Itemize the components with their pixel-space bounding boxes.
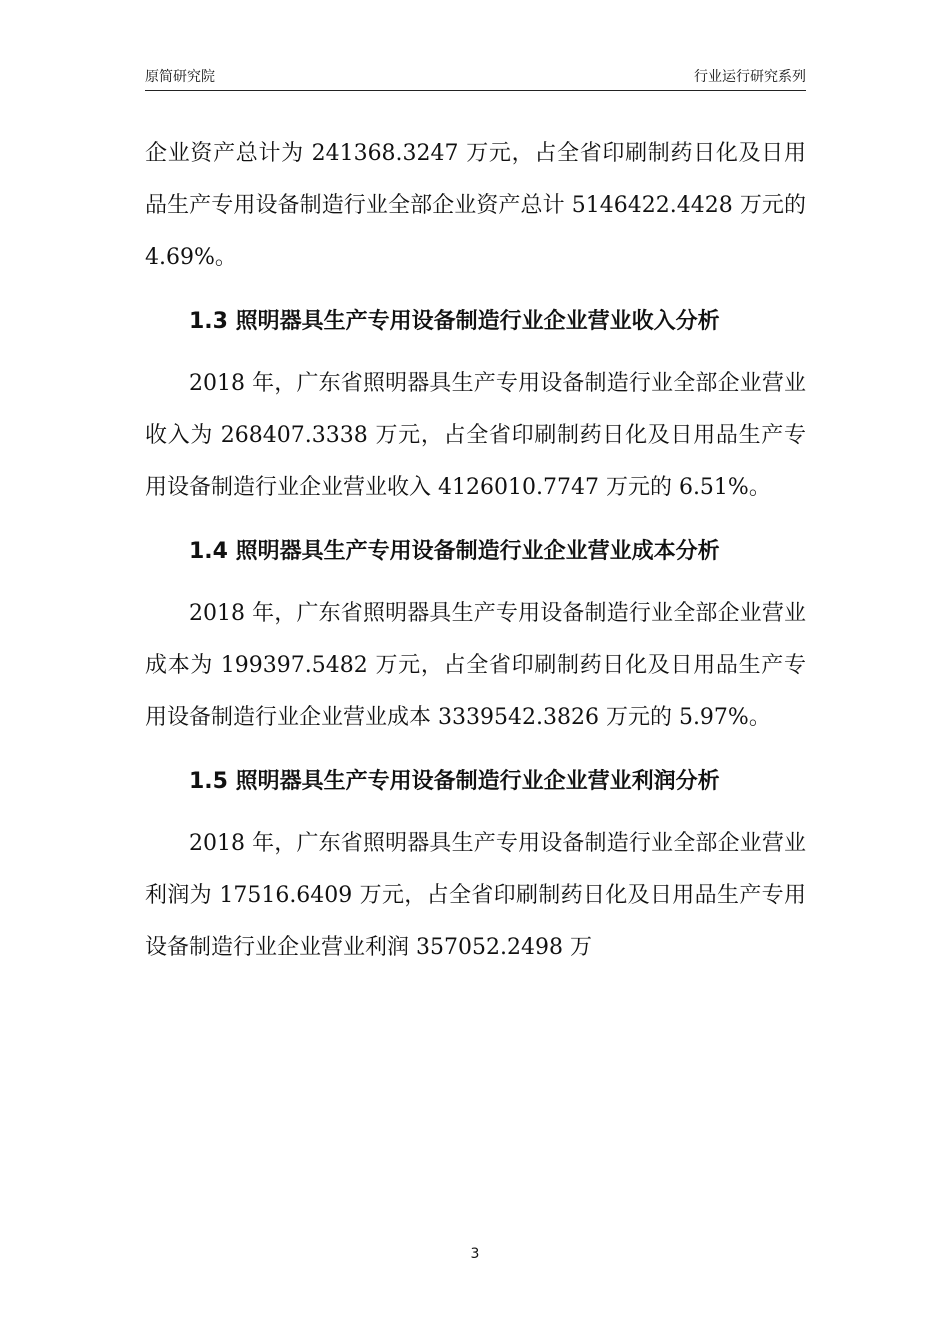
section-cost (145, 526, 806, 744)
section-revenue (145, 296, 806, 514)
section-heading: 1.5 照明器具生产专用设备制造行业企业营业利润分析 (189, 769, 720, 794)
header-series-title: 行业运行研究系列 (694, 69, 806, 85)
section-paragraph: 2018 年，广东省照明器具生产专用设备制造行业全部企业营业利润为 17516.6409 万元，占全省印刷制药日化及日用品生产专用设备制造行业企业营业利润 357052.2498 万 (145, 831, 806, 960)
intro-paragraph: 企业资产总计为 241368.3247 万元，占全省印刷制药日化及日用品生产专用设备制造行业全部企业资产总计 5146422.4428 万元的 4.69%。 (145, 141, 806, 270)
document-body (145, 128, 806, 986)
section-paragraph: 2018 年，广东省照明器具生产专用设备制造行业全部企业营业收入为 268407.3338 万元，占全省印刷制药日化及日用品生产专用设备制造行业企业营业收入 4126010.7747 万元的 6.51%。 (145, 371, 806, 500)
section-heading: 1.3 照明器具生产专用设备制造行业企业营业收入分析 (189, 309, 720, 334)
page-number: 3 (470, 1246, 480, 1262)
section-profit (145, 756, 806, 974)
section-heading: 1.4 照明器具生产专用设备制造行业企业营业成本分析 (189, 539, 720, 564)
page-header (145, 62, 806, 91)
section-paragraph: 2018 年，广东省照明器具生产专用设备制造行业全部企业营业成本为 199397.5482 万元，占全省印刷制药日化及日用品生产专用设备制造行业企业营业成本 3339542.3826 万元的 5.97%。 (145, 601, 806, 730)
header-org-name: 原简研究院 (145, 69, 215, 85)
